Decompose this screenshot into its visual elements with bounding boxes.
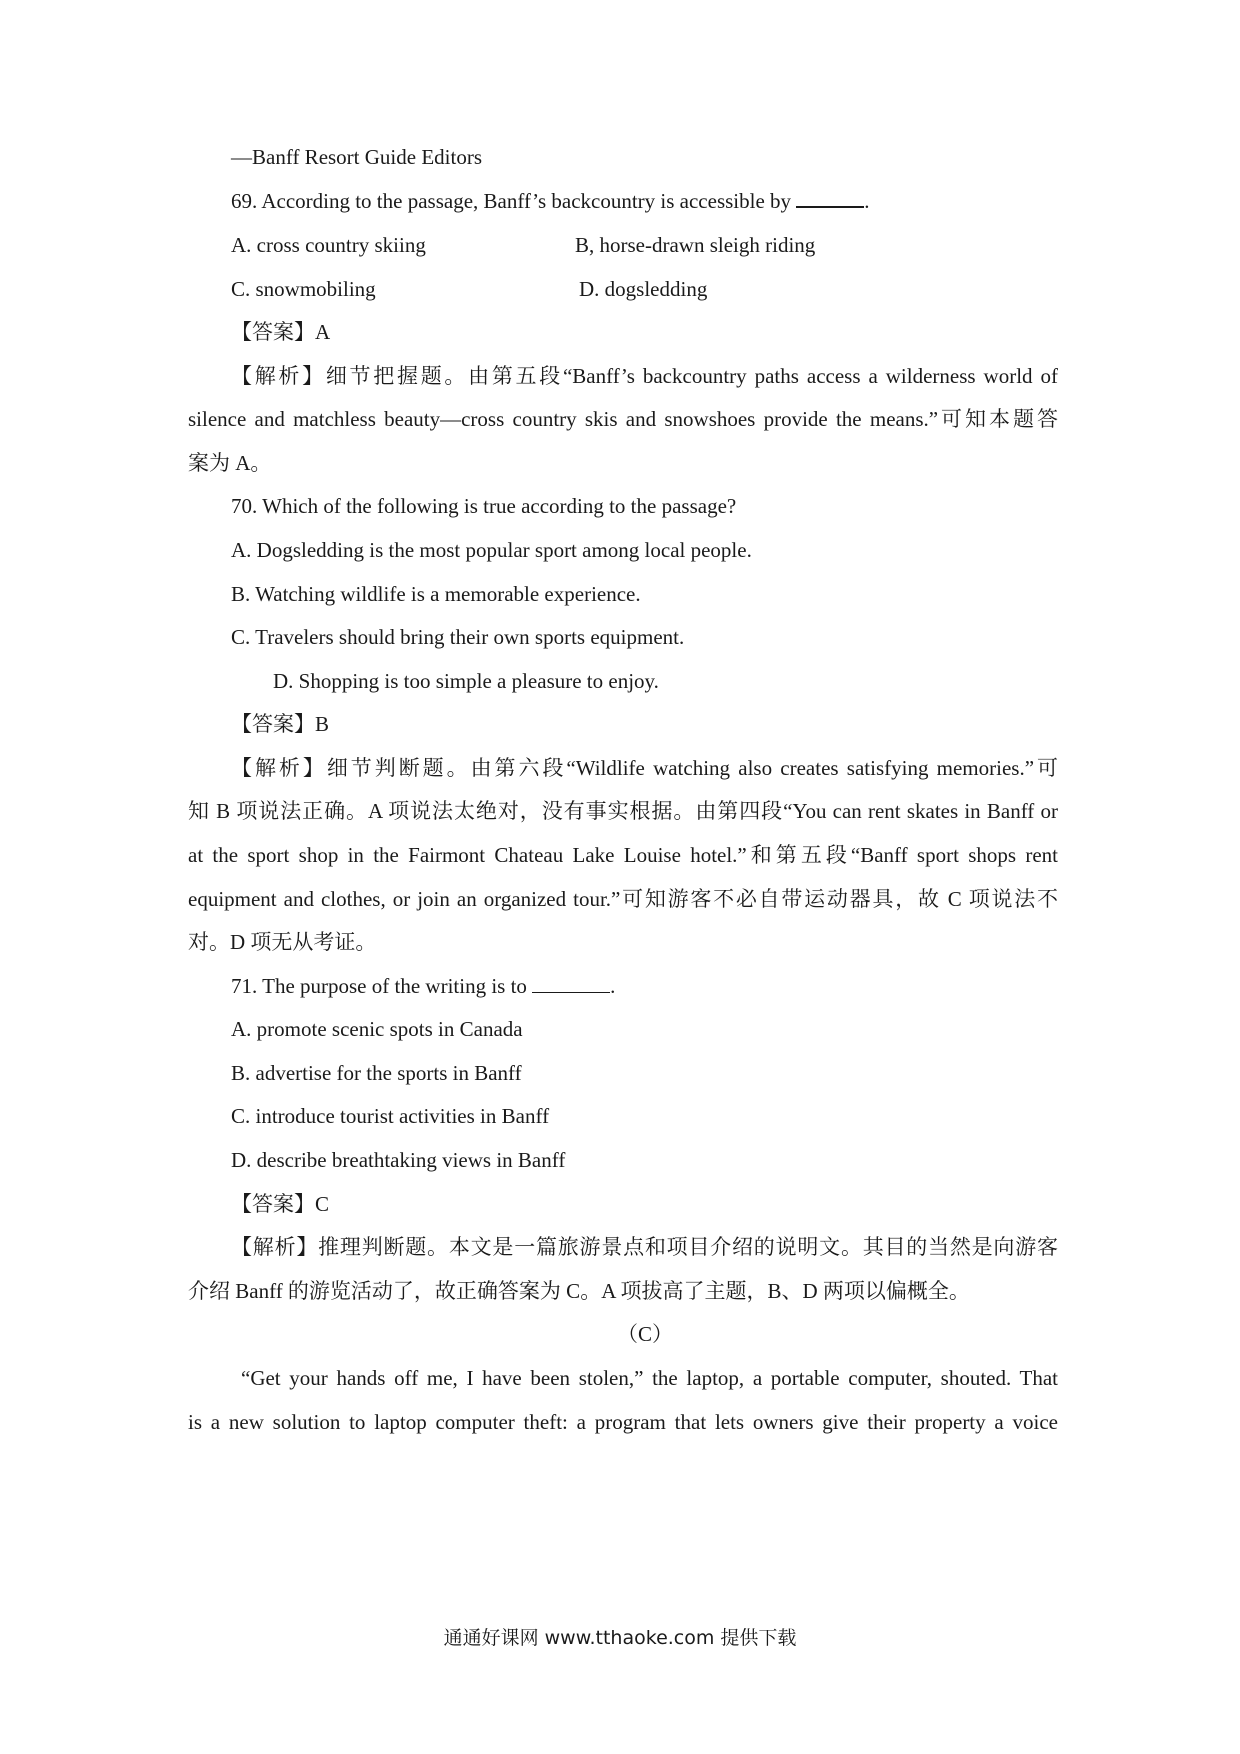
question-70-option-c: C. Travelers should bring their own sports equipment. — [231, 625, 685, 649]
answer-blank — [532, 974, 610, 993]
question-70-analysis-line-2: 知 B 项说法正确。A 项说法太绝对，没有事实根据。由第四段“You can rent skates in Banff or — [188, 799, 1058, 823]
passage-line-2: is a new solution to laptop computer theft: a program that lets owners give their property a voice — [188, 1410, 1058, 1434]
passage-line-1: “Get your hands off me, I have been stolen,” the laptop, a portable computer, shouted. That — [241, 1366, 1058, 1390]
section-heading: （C） — [617, 1322, 674, 1346]
question-69-analysis-line-3: 案为 A。 — [188, 451, 272, 475]
question-69-option-b: B, horse-drawn sleigh riding — [575, 233, 816, 257]
question-71-analysis-line-2: 介绍 Banff 的游览活动了，故正确答案为 C。A 项拔高了主题，B、D 两项以偏概全。 — [188, 1279, 970, 1303]
question-71-option-a: A. promote scenic spots in Canada — [231, 1017, 523, 1041]
question-71-option-c: C. introduce tourist activities in Banff — [231, 1104, 550, 1128]
question-71-option-d: D. describe breathtaking views in Banff — [231, 1148, 566, 1172]
question-71-stem — [231, 972, 615, 1000]
question-70-option-d: D. Shopping is too simple a pleasure to enjoy. — [273, 669, 659, 693]
question-70-answer: 【答案】B — [231, 712, 330, 736]
question-69-analysis-line-2: silence and matchless beauty—cross country skis and snowshoes provide the means.”可知本题答 — [188, 407, 1058, 431]
question-71-answer: 【答案】C — [231, 1192, 330, 1216]
question-70-analysis-line-5: 对。D 项无从考证。 — [188, 930, 377, 954]
question-71-end: . — [610, 974, 616, 998]
question-70-option-a: A. Dogsledding is the most popular sport among local people. — [231, 538, 752, 562]
question-69-end: . — [864, 189, 870, 213]
question-69-option-a: A. cross country skiing — [231, 233, 426, 257]
question-70-analysis-line-3: at the sport shop in the Fairmont Chateau Lake Louise hotel.”和第五段“Banff sport shops rent — [188, 843, 1058, 867]
source-attribution: —Banff Resort Guide Editors — [231, 145, 482, 169]
question-71-option-b: B. advertise for the sports in Banff — [231, 1061, 522, 1085]
question-70-analysis-line-4: equipment and clothes, or join an organized tour.”可知游客不必自带运动器具，故 C 项说法不 — [188, 887, 1058, 911]
question-71-text: 71. The purpose of the writing is to — [231, 974, 533, 998]
question-69-analysis-line-1: 【解析】细节把握题。由第五段“Banff’s backcountry paths access a wilderness world of — [231, 364, 1058, 388]
question-69-stem — [231, 187, 870, 215]
question-70-analysis-line-1: 【解析】细节判断题。由第六段“Wildlife watching also creates satisfying memories.”可 — [231, 756, 1058, 780]
answer-blank — [796, 188, 864, 208]
question-69-option-c: C. snowmobiling — [231, 277, 376, 301]
question-69-answer: 【答案】A — [231, 320, 331, 344]
question-69-option-d: D. dogsledding — [579, 277, 708, 301]
question-69-text: 69. According to the passage, Banff’s backcountry is accessible by — [231, 189, 797, 213]
page-footer: 通通好课网 www.tthaoke.com 提供下载 — [443, 1627, 797, 1649]
question-70-option-b: B. Watching wildlife is a memorable experience. — [231, 582, 641, 606]
question-71-analysis-line-1: 【解析】推理判断题。本文是一篇旅游景点和项目介绍的说明文。其目的当然是向游客 — [231, 1235, 1058, 1259]
question-70-stem: 70. Which of the following is true according to the passage? — [231, 494, 737, 518]
